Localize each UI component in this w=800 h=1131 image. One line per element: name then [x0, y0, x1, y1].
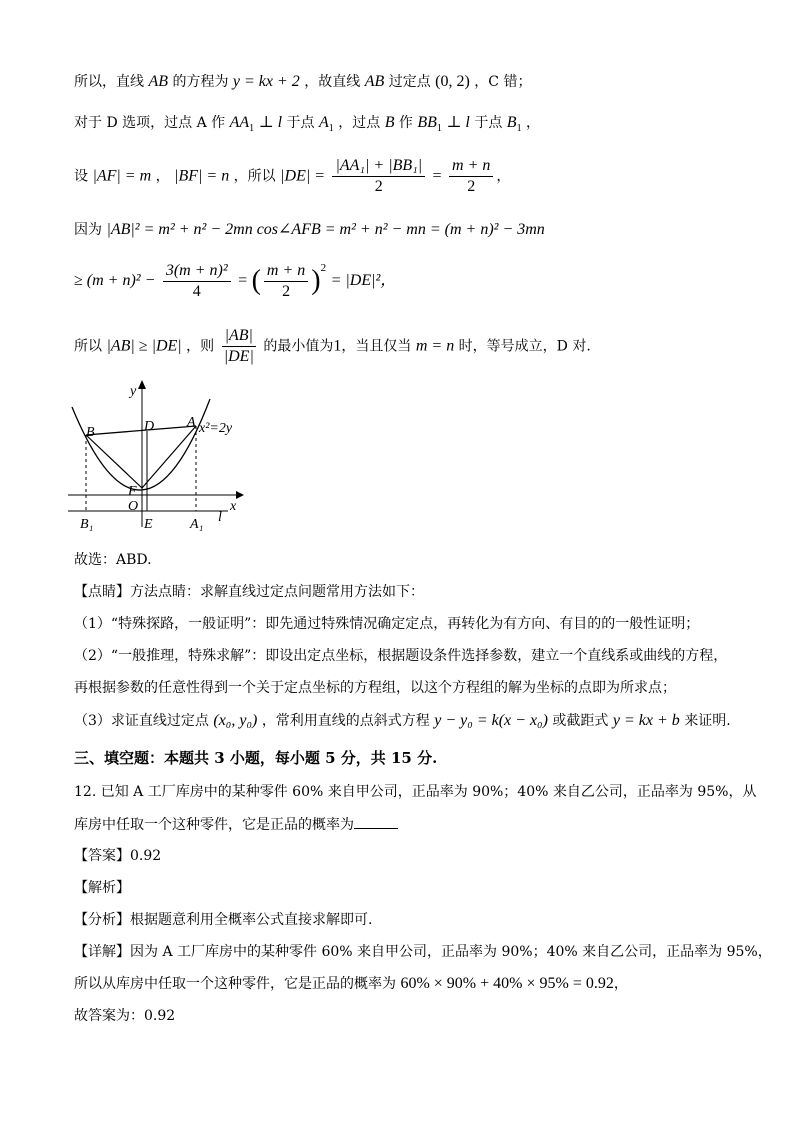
line-2: 对于 D 选项，过点 A 作 $AA_1$ ⊥ l 于点 $A_1$ ，过点 B 作 $BB_1$ ⊥ l 于点 $B_1$ ， — [74, 114, 541, 134]
label-f: F — [128, 484, 137, 499]
text: 时，等号成立，D 对. — [458, 338, 591, 355]
chord-ab — [86, 426, 196, 435]
tip-heading: 【点睛】方法点睛：求解直线过定点问题常用方法如下： — [74, 584, 424, 600]
label-b: B — [86, 425, 95, 440]
fraction — [449, 156, 493, 197]
math-line-equation: y = kx + 2 — [232, 73, 300, 90]
text: 库房中任取一个这种零件，它是正品的概率为 — [74, 817, 354, 833]
question-12-line-2 — [74, 814, 398, 835]
text: ， — [155, 168, 170, 185]
math-af: |AF| = m — [92, 167, 152, 185]
text: ，故直线 — [304, 74, 361, 90]
y-axis-arrow — [138, 380, 146, 389]
tip-point-1: （1）“特殊探路，一般证明”：即先通过特殊情况确定定点，再转化为有方向、有目的的一般性证明； — [74, 616, 700, 632]
text: 于点 — [474, 115, 503, 131]
label-b1: B₁ — [80, 517, 94, 532]
text: 作 — [398, 115, 413, 131]
math-intercept: y = kx + b — [612, 712, 680, 729]
math-m-eq-n: m = n — [415, 337, 455, 355]
text: 所以，直线 — [74, 74, 144, 90]
math-calculation: 60% × 90% + 40% × 95% = 0.92 — [400, 975, 614, 992]
text: 的方程为 — [172, 74, 229, 90]
math-ab: AB — [148, 73, 168, 90]
math-perp: ⊥ l — [258, 114, 283, 131]
frac-den: |DE| — [223, 348, 254, 365]
min-value: 1 — [333, 337, 342, 355]
text: ，常利用直线的点斜式方程 — [261, 713, 430, 729]
text: 的最小值为 — [263, 338, 334, 355]
label-l: l — [218, 510, 222, 525]
text: ， — [526, 115, 541, 131]
section-title: 三、填空题：本题共 3 小题，每小题 5 分，共 15 分. — [74, 749, 438, 767]
final-answer: 故答案为：0.92 — [74, 1008, 176, 1024]
math-point: (x₀, y₀) — [213, 712, 258, 729]
tip-point-3 — [74, 711, 731, 731]
line-5: ≥ (m + n)² − $\frac{\text{3(m + n)²}}{4}$ = ( $\frac{m + n}{2}$ )$^2$ = |DE|²， — [74, 261, 397, 300]
math-de: |DE| = — [280, 167, 326, 185]
frac-num: m + n — [449, 156, 493, 177]
frac-den: 4 — [192, 282, 201, 300]
text: ， — [613, 976, 628, 992]
text: 设 — [74, 168, 88, 185]
line-1 — [74, 72, 531, 92]
line-4 — [74, 220, 545, 240]
frac-num: |AB| — [222, 326, 256, 347]
analysis-heading: 【解析】 — [74, 880, 130, 896]
answer-choice: 故选：ABD. — [74, 552, 152, 568]
math-bf: |BF| = n — [174, 167, 230, 185]
label-a1: A₁ — [190, 517, 204, 532]
math-inequality: |AB| ≥ |DE| — [106, 337, 182, 355]
math-point-slope: y − y₀ = k(x − x₀) — [434, 712, 548, 729]
fraction — [222, 326, 256, 367]
frac-num: m + n — [264, 261, 308, 282]
detail-line-2 — [74, 974, 628, 994]
text: 过定点 — [388, 74, 431, 90]
math-a1: A — [319, 114, 329, 131]
label-e: E — [144, 517, 153, 532]
parabola-curve — [72, 399, 210, 490]
answer: 【答案】0.92 — [74, 848, 162, 864]
text: ，则 — [186, 338, 215, 355]
segment-bf — [86, 435, 142, 488]
frac-den: 2 — [374, 178, 383, 195]
text: 于点 — [286, 115, 315, 131]
answer-blank — [354, 814, 398, 829]
fraction — [332, 156, 425, 197]
math-tail: = |DE|²， — [330, 272, 397, 289]
text: 所以从库房中任取一个这种零件，它是正品的概率为 — [74, 976, 396, 992]
text: ，C 错； — [474, 74, 532, 90]
analysis: 【分析】根据题意利用全概率公式直接求解即可. — [74, 912, 373, 928]
label-d: D — [144, 419, 155, 434]
math-ab-squared: |AB|² = m² + n² − 2mn cos∠AFB = m² + n² − mn = (m + n)² − 3mn — [106, 221, 545, 238]
frac-den: 2 — [282, 282, 291, 300]
x-axis-arrow — [236, 491, 244, 499]
text: 或截距式 — [552, 713, 609, 729]
parabola-figure — [68, 377, 248, 537]
segment-af — [142, 426, 196, 488]
label-curve-equation: x²=2y — [199, 421, 233, 436]
math-aa1: AA — [229, 114, 250, 131]
math-point: (0, 2) — [435, 73, 470, 90]
text: 来证明. — [684, 713, 731, 729]
math-ge: ≥ (m + n)² − — [74, 272, 156, 289]
text: 所以 — [74, 338, 102, 355]
right-paren: ) — [311, 265, 321, 296]
math-bb1: BB — [417, 114, 437, 131]
math-ab: AB — [364, 73, 385, 90]
tip-point-2a: （2）“一般推理，特殊求解”：即设出定点坐标，根据题设条件选择参数，建立一个直线系或曲线的方程， — [74, 648, 728, 664]
text: 对于 D 选项，过点 A 作 — [74, 115, 226, 131]
frac-num: |AA₁| + |BB₁| — [332, 156, 425, 177]
text: 因为 — [74, 222, 102, 238]
math-b1: B — [506, 114, 517, 131]
fraction — [163, 261, 231, 302]
label-a: A — [187, 415, 196, 430]
frac-num: 3(m + n)² — [163, 261, 231, 282]
question-12-line-1: 12. 已知 A 工厂库房中的某种零件 60% 来自甲公司，正品率为 90%；40% 来自乙公司，正品率为 95%，从 — [74, 784, 757, 800]
text: ，所以 — [233, 168, 276, 185]
label-o: O — [128, 499, 139, 514]
text: ，过点 — [338, 115, 381, 131]
line-6 — [74, 326, 591, 367]
detail-line-1: 【详解】因为 A 工厂库房中的某种零件 60% 来自甲公司，正品率为 90%；40% 来自乙公司，正品率为 95%， — [74, 944, 772, 960]
math-b: B — [384, 114, 395, 131]
label-y: y — [130, 384, 137, 399]
tip-point-2b: 再根据参数的任意性得到一个关于定点坐标的方程组，以这个方程组的解为坐标的点即为所求点； — [74, 680, 676, 696]
math-perp: ⊥ l — [446, 114, 470, 131]
left-paren: ( — [251, 265, 261, 296]
frac-den: 2 — [467, 178, 476, 195]
line-3: 设 |AF| = m ， |BF| = n ，所以 |DE| = $\frac{\text{|AA₁| + |BB₁|}}{2}$ = $\frac{m + n}{2}$ ， — [74, 157, 511, 195]
fraction — [264, 261, 308, 302]
text: （3）求证直线过定点 — [74, 713, 209, 729]
equals: = — [238, 272, 248, 289]
label-x: x — [230, 499, 237, 514]
equals: = — [432, 167, 442, 185]
text: ，当且仅当 — [341, 338, 412, 355]
